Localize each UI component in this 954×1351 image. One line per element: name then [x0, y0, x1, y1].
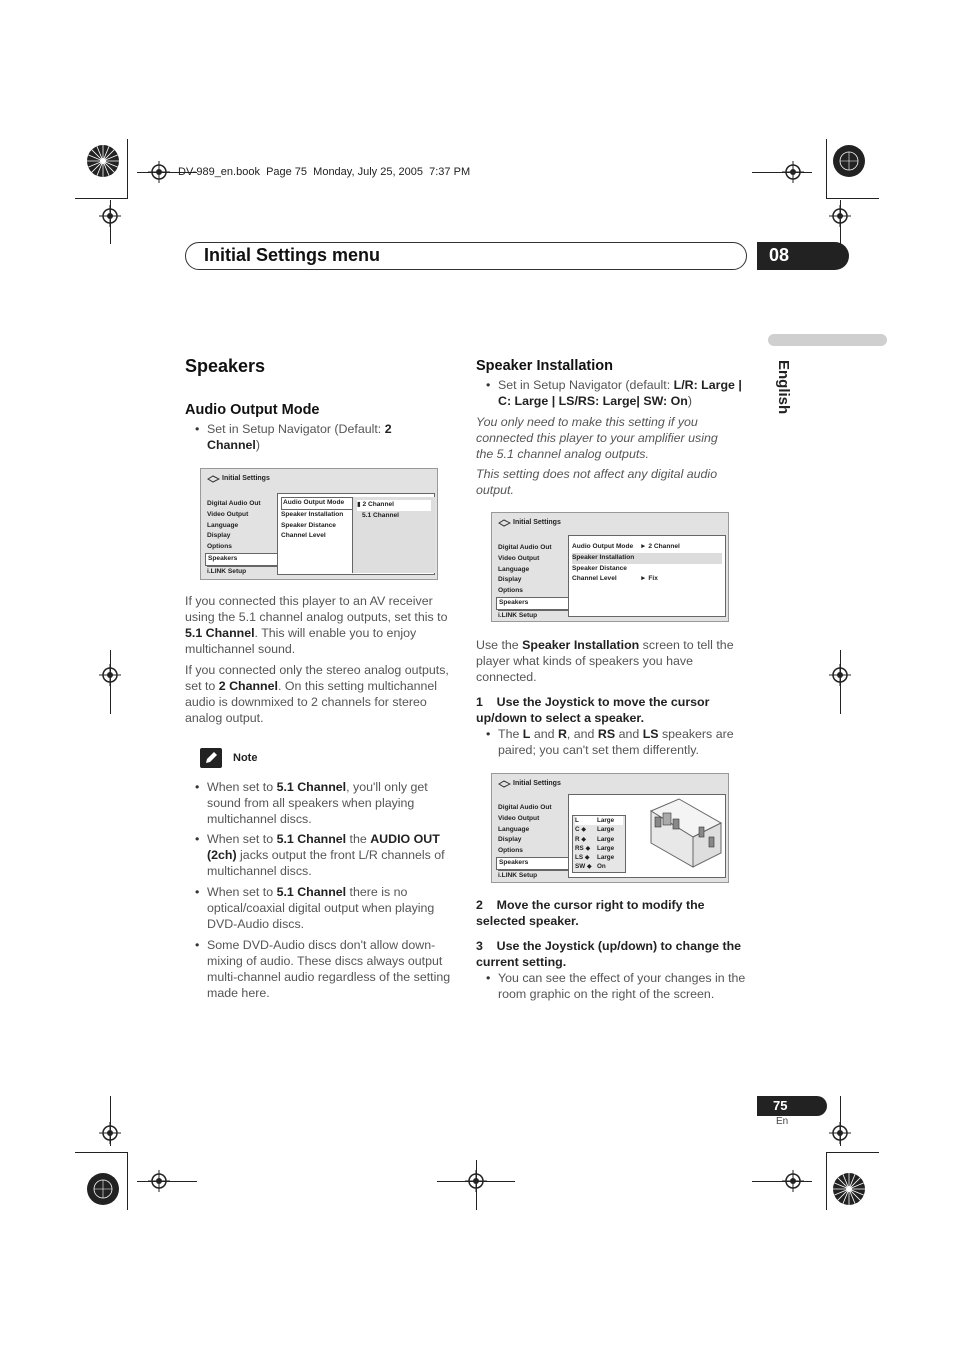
osd-main-menu: Digital Audio Out Video Output Language Display Options Speakers i.LINK Setup [207, 499, 280, 578]
section-heading-speakers: Speakers [185, 356, 266, 376]
step-2: 2 Move the cursor right to modify the selected speaker. [476, 898, 709, 928]
note-item: • When set to 5.1 Channel there is no optical/coaxial digital output when playing DVD-Audio discs. [185, 884, 455, 932]
osd-main-menu: Digital Audio Out Video Output Language Display Options Speakers i.LINK Setup [498, 803, 571, 882]
osd-title: Initial Settings [513, 519, 561, 526]
language-side-tab [768, 334, 887, 346]
crosshair-icon [829, 205, 851, 227]
osd-screen-audio-output-mode [200, 468, 438, 580]
crosshair-icon [829, 1122, 851, 1144]
osd-submenu-panel: Audio Output Mode ► 2 Channel Speaker Installation Speaker Distance Channel Level ► Fix [568, 535, 726, 617]
osd-title: Initial Settings [513, 780, 561, 787]
crosshair-icon [99, 664, 121, 686]
print-header: DV-989_en.book Page 75 Monday, July 25, 2005 7:37 PM [178, 166, 471, 178]
osd-screen-speaker-installation [491, 512, 729, 622]
settings-icon [207, 475, 220, 483]
room-graphic-icon [645, 797, 723, 869]
subheading-speaker-installation: Speaker Installation [476, 358, 613, 374]
crosshair-icon [782, 1170, 804, 1192]
step-1-bullet: • The L and R, and RS and LS speakers are paired; you can't set them differently. [476, 726, 746, 758]
step-1: 1 Use the Joystick to move the cursor up/down to select a speaker. [476, 695, 713, 725]
page-title: Initial Settings menu [204, 245, 381, 265]
default-setting-bullet: • Set in Setup Navigator (default: L/R: Large | C: Large | LS/RS: Large| SW: On) [476, 377, 746, 409]
crosshair-icon [829, 664, 851, 686]
language-side-label [771, 358, 801, 428]
osd-submenu-panel: Audio Output Mode Speaker Installation Speaker Distance Channel Level ▮ 2 Channel 5.1 Channel [277, 493, 435, 575]
settings-icon [498, 780, 511, 788]
note-item: • When set to 5.1 Channel, you'll only get sound from all speakers when playing multichannel discs. [185, 779, 455, 827]
crosshair-icon [465, 1170, 487, 1192]
page-number: 75 [773, 1098, 788, 1113]
note-label: Note [233, 752, 258, 764]
italic-note: You only need to make this setting if you connected this player to your amplifier using the 5.1 channel analog outputs. [476, 415, 718, 461]
osd-speaker-panel [568, 794, 726, 878]
registration-wheel-icon [86, 1172, 120, 1206]
paragraph-5-1-channel: If you connected this player to an AV receiver using the 5.1 channel analog outputs, set this to 5.1 Channel. This will enable you to enjoy multichannel sound. [185, 594, 448, 656]
osd-main-menu: Digital Audio Out Video Output Language Display Options Speakers i.LINK Setup [498, 543, 571, 622]
note-pencil-icon [200, 748, 222, 768]
subheading-audio-output-mode: Audio Output Mode [185, 402, 320, 418]
page-number-badge [757, 1096, 827, 1116]
page-language: En [776, 1116, 789, 1127]
note-item: • When set to 5.1 Channel the AUDIO OUT (2ch) jacks output the front L/R channels of multichannel discs. [185, 831, 455, 879]
crosshair-icon [99, 205, 121, 227]
chapter-number: 08 [769, 245, 790, 265]
osd-screen-speaker-settings [491, 773, 729, 883]
step-3-bullet: • You can see the effect of your changes in the room graphic on the right of the screen. [476, 970, 746, 1002]
step-3: 3 Use the Joystick (up/down) to change the current setting. [476, 939, 745, 969]
registration-wheel-icon [832, 144, 866, 178]
note-item: • Some DVD-Audio discs don't allow down-mixing of audio. These discs always output multi-channel audio regardless of the setting made here. [185, 937, 455, 1001]
italic-note: This setting does not affect any digital audio output. [476, 467, 718, 497]
crosshair-icon [99, 1122, 121, 1144]
settings-icon [498, 519, 511, 527]
osd-title: Initial Settings [222, 475, 270, 482]
crosshair-icon [148, 161, 170, 183]
chapter-number-badge [757, 242, 849, 270]
speaker-list: L Large C ◆ Large R ◆ Large RS ◆ Large LS ◆ Large SW ◆ On [572, 815, 626, 873]
paragraph-2-channel: If you connected only the stereo analog outputs, set to 2 Channel. On this setting multichannel audio is downmixed to 2 channels for stereo analog output. [185, 663, 449, 725]
paragraph-speaker-installation: Use the Speaker Installation screen to tell the player what kinds of speakers you have connected. [476, 638, 734, 684]
chapter-header [185, 242, 747, 270]
crosshair-icon [782, 161, 804, 183]
crosshair-icon [148, 1170, 170, 1192]
svg-text:English: English [775, 360, 792, 415]
registration-wheel-icon [86, 144, 120, 178]
default-setting-bullet: • Set in Setup Navigator (Default: 2 Channel) [185, 421, 445, 453]
registration-wheel-icon [832, 1172, 866, 1206]
